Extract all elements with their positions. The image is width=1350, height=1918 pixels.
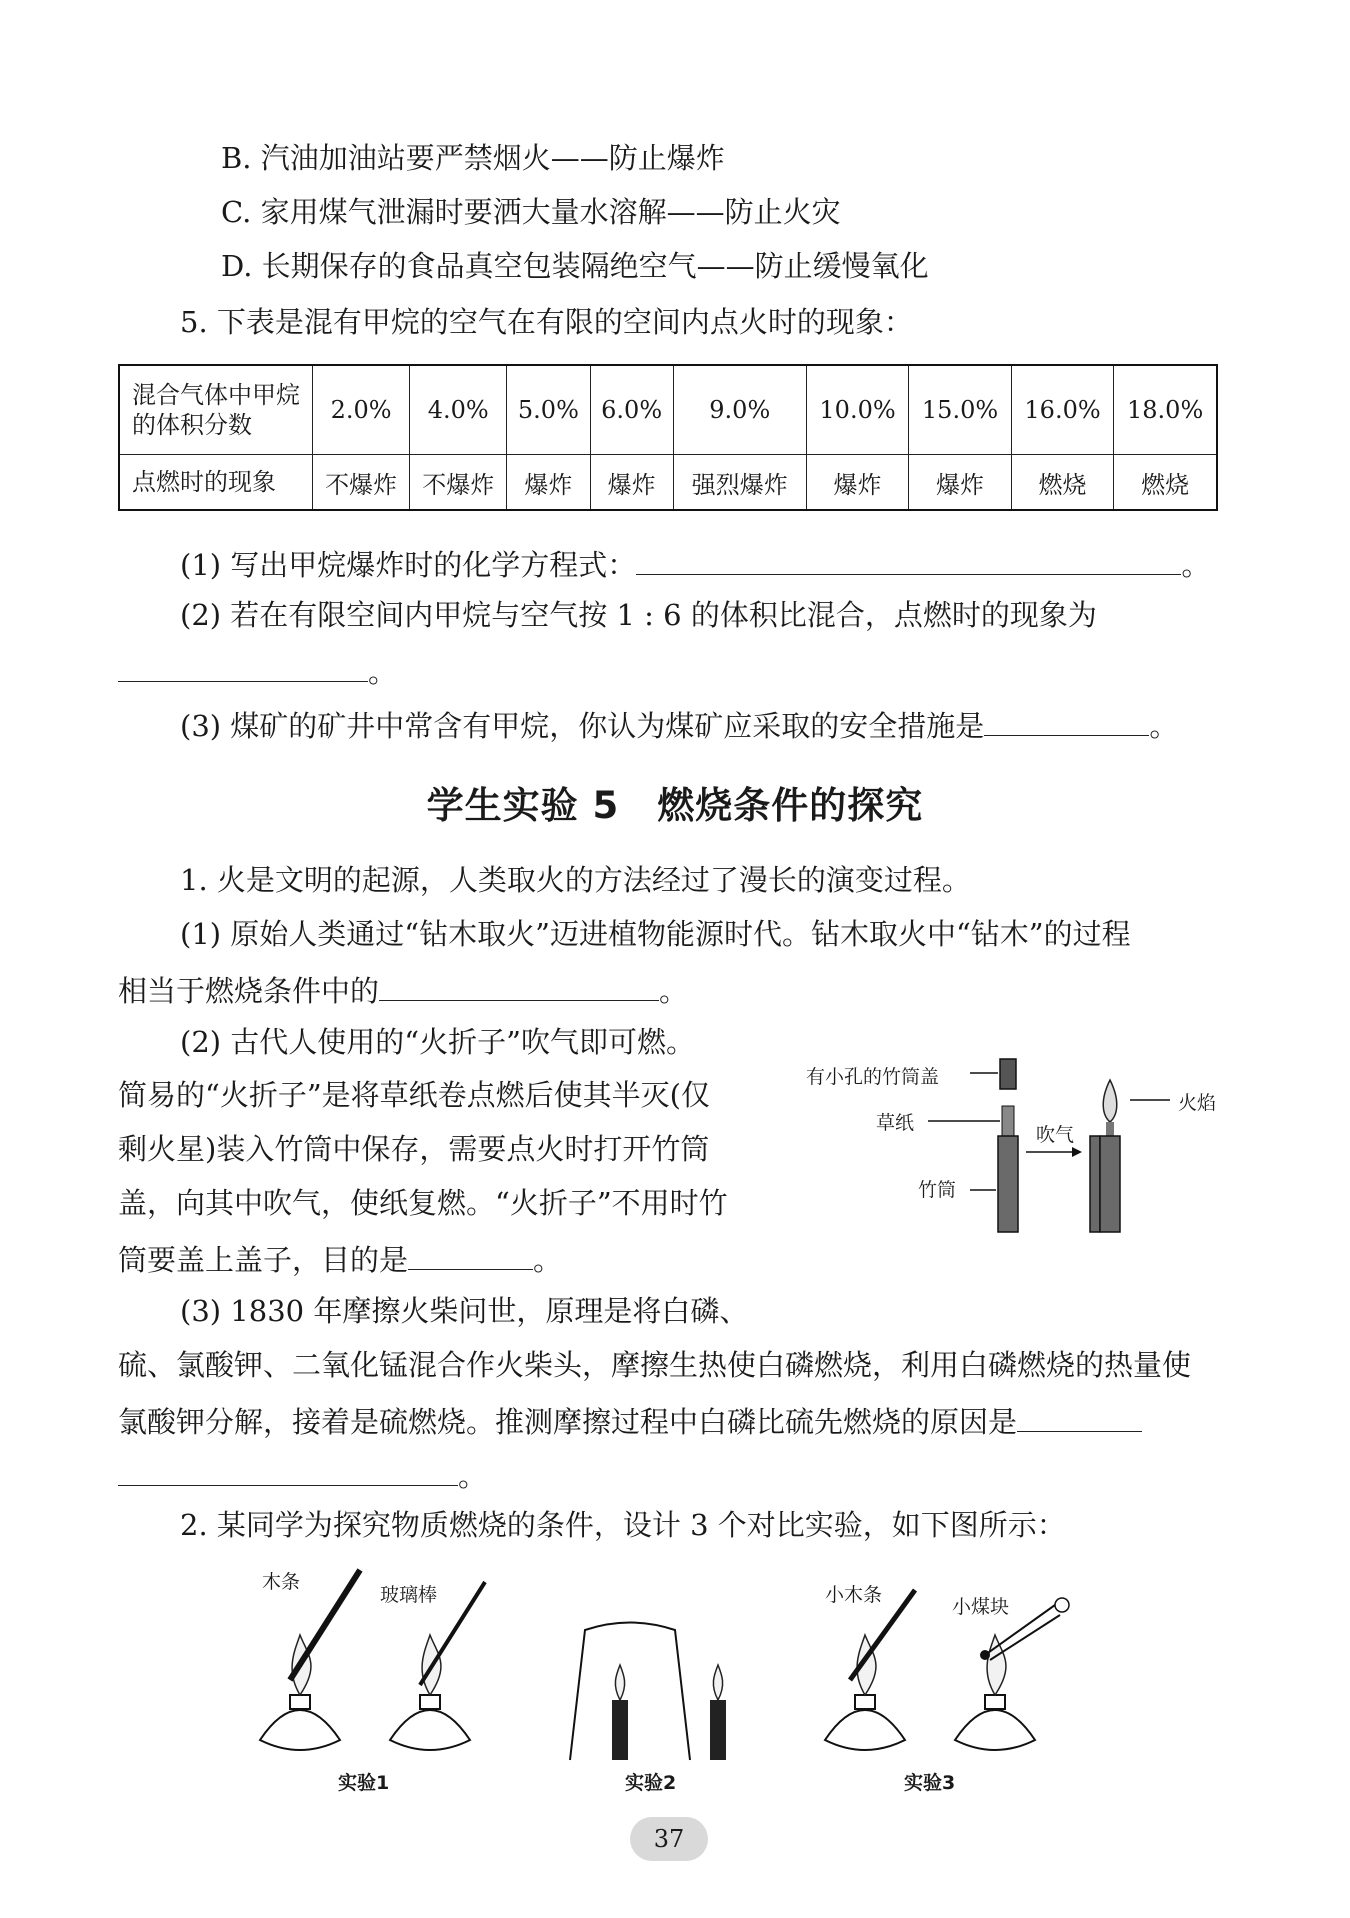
lit-tube-diagram	[1090, 1060, 1130, 1240]
q5-intro: 5. 下表是混有甲烷的空气在有限的空间内点火时的现象：	[180, 305, 913, 339]
table-cell: 爆炸	[590, 455, 673, 511]
period: 。	[533, 1243, 563, 1277]
option-d: D. 长期保存的食品真空包装隔绝空气——防止缓慢氧化	[221, 249, 929, 283]
label-small-wood: 小木条	[825, 1584, 883, 1606]
s1-p1-line2	[118, 971, 688, 1009]
bamboo-tube-icon	[998, 1136, 1018, 1232]
table-cell: 不爆炸	[313, 455, 410, 511]
table-cell: 15.0%	[909, 365, 1012, 455]
table-cell: 6.0%	[590, 365, 673, 455]
answer-blank[interactable]	[379, 971, 659, 1001]
flame-icon	[1103, 1080, 1117, 1122]
table-cell: 2.0%	[313, 365, 410, 455]
row-header-phenomenon: 点燃时的现象	[119, 455, 313, 511]
s1-p2-line1: (2) 古代人使用的“火折子”吹气即可燃。	[180, 1025, 695, 1059]
answer-blank[interactable]	[118, 1456, 458, 1486]
q5-sub3	[180, 706, 1178, 744]
period: 。	[659, 974, 689, 1008]
s1-p2-line5	[118, 1240, 562, 1278]
answer-blank[interactable]	[118, 652, 368, 682]
alcohol-lamp-icon	[260, 1635, 340, 1750]
table-cell: 燃烧	[1011, 455, 1114, 511]
candle-icon	[612, 1700, 628, 1760]
label-tube-cap: 有小孔的竹筒盖	[806, 1066, 940, 1088]
table-cell: 4.0%	[410, 365, 507, 455]
table-cell: 16.0%	[1011, 365, 1114, 455]
q5-sub1	[180, 545, 1210, 583]
candle-icon	[710, 1700, 726, 1760]
answer-blank[interactable]	[636, 545, 1181, 575]
s1-p3-line2: 硫、氯酸钾、二氧化锰混合作火柴头，摩擦生热使白磷燃烧，利用白磷燃烧的热量使	[118, 1348, 1192, 1382]
caption-exp1: 实验1	[338, 1772, 390, 1794]
label-coal: 小煤块	[952, 1596, 1010, 1618]
q5-sub2-answer	[118, 652, 397, 690]
label-paper: 草纸	[876, 1112, 915, 1134]
table-cell: 爆炸	[806, 455, 909, 511]
table-cell: 18.0%	[1114, 365, 1217, 455]
page-number: 37	[630, 1817, 708, 1861]
caption-exp2: 实验2	[625, 1772, 677, 1794]
period: 。	[458, 1459, 488, 1493]
caption-exp3: 实验3	[904, 1772, 956, 1794]
answer-blank[interactable]	[984, 706, 1149, 736]
period: 。	[368, 655, 398, 689]
s1-p3-line1: (3) 1830 年摩擦火柴问世，原理是将白磷、	[180, 1294, 749, 1328]
option-b: B. 汽油加油站要严禁烟火——防止爆炸	[221, 141, 725, 175]
table-row-fraction	[119, 365, 1217, 455]
s1-p1-line2-text: 相当于燃烧条件中的	[118, 974, 380, 1008]
option-c: C. 家用煤气泄漏时要洒大量水溶解——防止火灾	[221, 195, 841, 229]
table-cell: 爆炸	[507, 455, 590, 511]
label-tube: 竹筒	[918, 1179, 957, 1201]
paper-icon	[1002, 1106, 1014, 1136]
tube-cap-icon	[1000, 1059, 1016, 1089]
s1-p3-line3	[118, 1402, 1142, 1440]
answer-blank[interactable]	[408, 1240, 533, 1270]
q5-sub3-text: (3) 煤矿的矿井中常含有甲烷，你认为煤矿应采取的安全措施是	[180, 709, 985, 743]
table-cell: 强烈爆炸	[673, 455, 806, 511]
s1-p2-line2: 简易的“火折子”是将草纸卷点燃后使其半灭(仅	[118, 1078, 710, 1112]
table-cell: 燃烧	[1114, 455, 1217, 511]
s1-intro: 1. 火是文明的起源，人类取火的方法经过了漫长的演变过程。	[180, 863, 971, 897]
s1-p2-line4: 盖，向其中吹气，使纸复燃。“火折子”不用时竹	[118, 1186, 728, 1220]
label-wood: 木条	[262, 1571, 301, 1593]
table-cell: 5.0%	[507, 365, 590, 455]
wood-stick-icon	[290, 1570, 360, 1680]
table-row-phenomenon	[119, 455, 1217, 511]
s1-p1-line1: (1) 原始人类通过“钻木取火”迈进植物能源时代。钻木取火中“钻木”的过程	[180, 917, 1131, 951]
alcohol-lamp-icon	[955, 1635, 1035, 1750]
period: 。	[1149, 709, 1179, 743]
alcohol-lamp-icon	[390, 1635, 470, 1750]
row-header-fraction: 混合气体中甲烷的体积分数	[119, 365, 313, 455]
s1-p2-line3: 剩火星)装入竹筒中保存，需要点火时打开竹筒	[118, 1132, 710, 1166]
label-glass-rod: 玻璃棒	[380, 1584, 438, 1606]
q2-intro: 2. 某同学为探究物质燃烧的条件，设计 3 个对比实验，如下图所示：	[180, 1508, 1066, 1542]
bamboo-tube-icon	[1100, 1136, 1120, 1232]
s1-p2-line5-text: 筒要盖上盖子，目的是	[118, 1243, 409, 1277]
table-cell: 9.0%	[673, 365, 806, 455]
s1-p3-answer	[118, 1456, 487, 1494]
s1-p3-line3-text: 氯酸钾分解，接着是硫燃烧。推测摩擦过程中白磷比硫先燃烧的原因是	[118, 1405, 1018, 1439]
answer-blank[interactable]	[1017, 1402, 1142, 1432]
table-cell: 不爆炸	[410, 455, 507, 511]
label-blow: 吹气	[1036, 1124, 1075, 1146]
alcohol-lamp-icon	[825, 1635, 905, 1750]
q5-sub2: (2) 若在有限空间内甲烷与空气按 1 : 6 的体积比混合，点燃时的现象为	[180, 598, 1097, 632]
methane-table	[118, 364, 1218, 511]
table-cell: 爆炸	[909, 455, 1012, 511]
flame-pointer	[1130, 1090, 1170, 1110]
table-cell: 10.0%	[806, 365, 909, 455]
label-flame: 火焰	[1178, 1092, 1217, 1114]
section-title: 学生实验 5 燃烧条件的探究	[426, 784, 924, 827]
q5-sub1-text: (1) 写出甲烷爆炸时的化学方程式：	[180, 548, 637, 582]
period: 。	[1181, 548, 1211, 582]
glass-cup-icon	[570, 1623, 690, 1761]
